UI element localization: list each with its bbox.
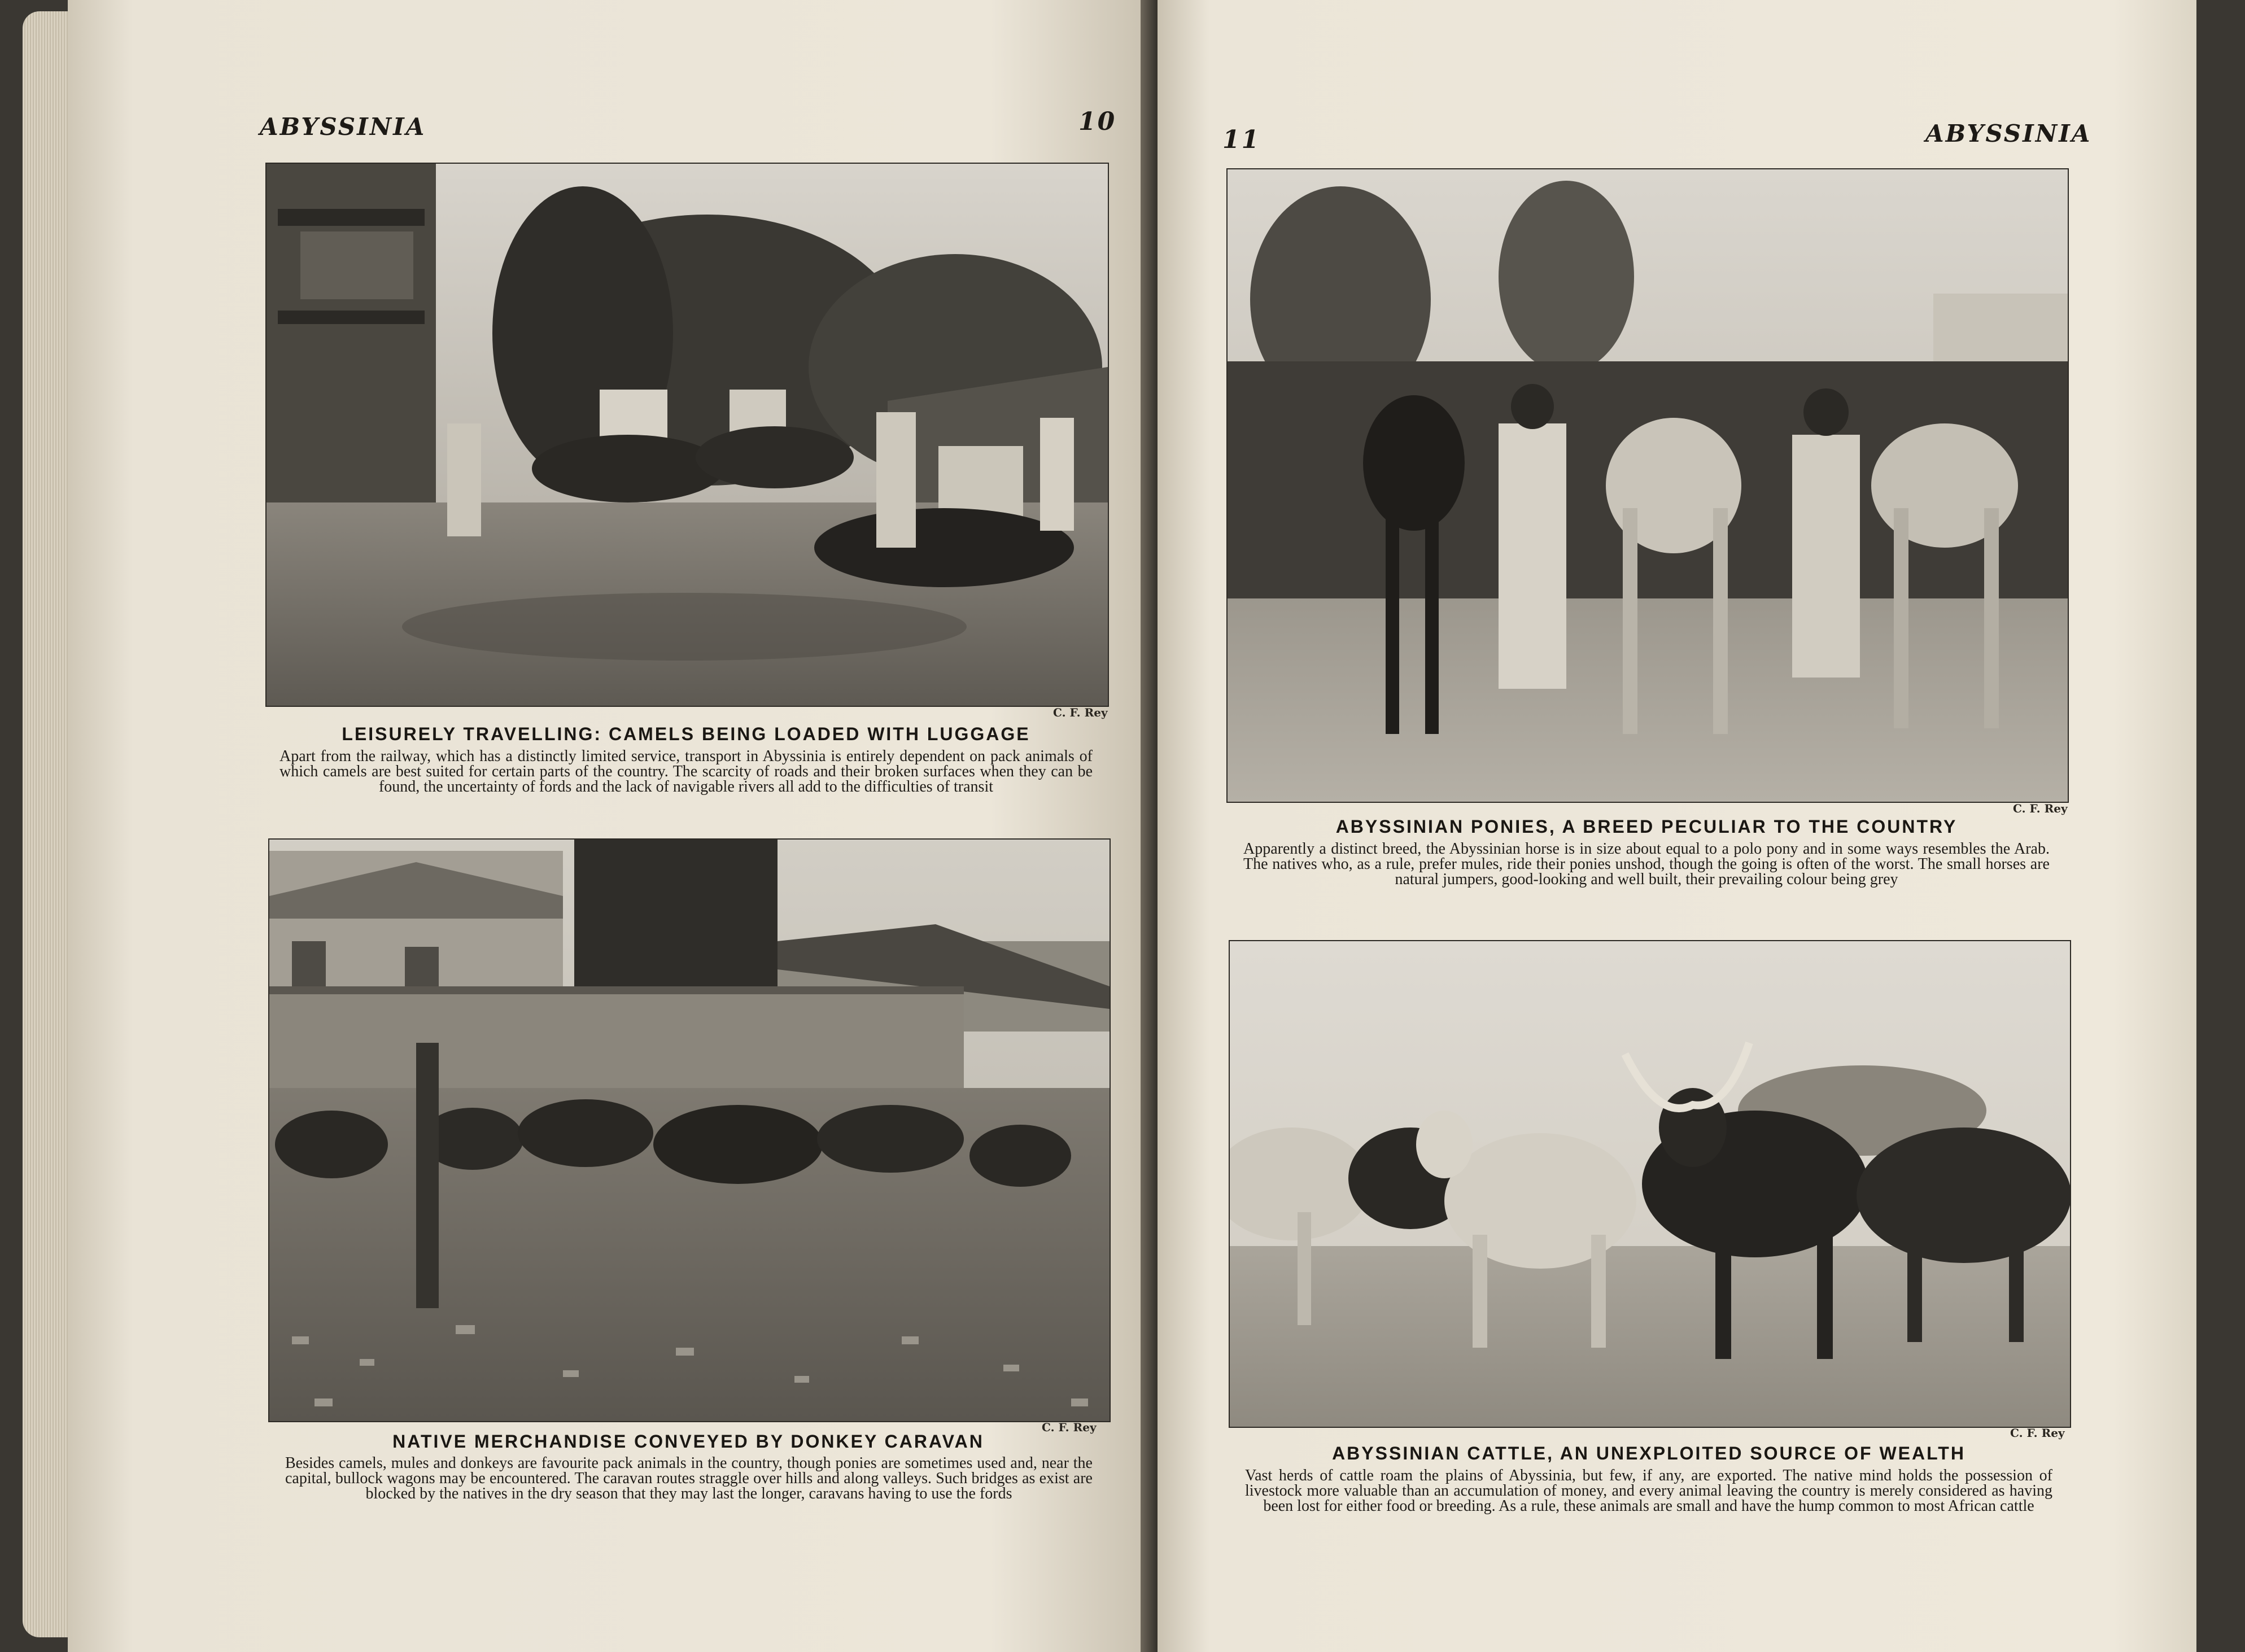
caption-body-camels: Apart from the railway, which has a distinctly limited service, transport in Abyssinia is entirely dependent on pack animals of which camels are best suited for certain parts of the country. The scarcity of roads and their broken surfaces when they can be found, the uncertainty of fords and the lack of navigable rivers all add to the difficulties of transit [279,748,1093,796]
caption-body-ponies: Apparently a distinct breed, the Abyssinian horse is in size about equal to a polo pony and in some ways resembles the Arab. The natives who, as a rule, prefer mules, ride their ponies unshod, though the going is often of the worst. The small horses are natural jumpers, good-looking and well built, their prevailing colour being grey [1243,840,2050,888]
right-page-number: 11 [1222,125,1261,154]
caption-title-camels: LEISURELY TRAVELLING: CAMELS BEING LOADED WITH LUGGAGE [342,724,1030,744]
caption-title-caravan: NATIVE MERCHANDISE CONVEYED BY DONKEY CARAVAN [392,1431,984,1452]
credit-ponies: C. F. Rey [2013,802,2068,815]
right-page [1158,0,2196,1652]
photo-abyssinian-ponies [1226,168,2069,803]
right-running-title: ABYSSINIA [1925,120,2092,147]
left-page-number: 10 [1078,107,1117,136]
credit-camels: C. F. Rey [1053,706,1108,719]
caption-title-cattle: ABYSSINIAN CATTLE, AN UNEXPLOITED SOURCE OF WEALTH [1332,1443,1966,1463]
credit-cattle: C. F. Rey [2010,1426,2065,1440]
photo-camels-loading [265,163,1109,707]
caption-body-caravan: Besides camels, mules and donkeys are favourite pack animals in the country, though ponies are sometimes used and, near the capital, bullock wagons may be encountered. The caravan routes straggle over hills and along valleys. Such bridges as exist are blocked by the natives in the dry season that they may last the longer, caravans having to use the fords [285,1454,1093,1502]
caption-body-cattle: Vast herds of cattle roam the plains of Abyssinia, but few, if any, are exported. The native mind holds the possession of livestock more valuable than an accumulation of money, and every animal leaving the country is merely considered as having been lost for either food or breeding. As a rule, these animals are small and have the hump common to most African cattle [1245,1467,2052,1515]
credit-caravan: C. F. Rey [1042,1421,1097,1434]
caption-title-ponies: ABYSSINIAN PONIES, A BREED PECULIAR TO THE COUNTRY [1335,816,1958,837]
photo-abyssinian-cattle [1229,940,2071,1428]
left-page [68,0,1152,1652]
photo-donkey-caravan [268,838,1111,1422]
left-running-title: ABYSSINIA [260,113,426,141]
